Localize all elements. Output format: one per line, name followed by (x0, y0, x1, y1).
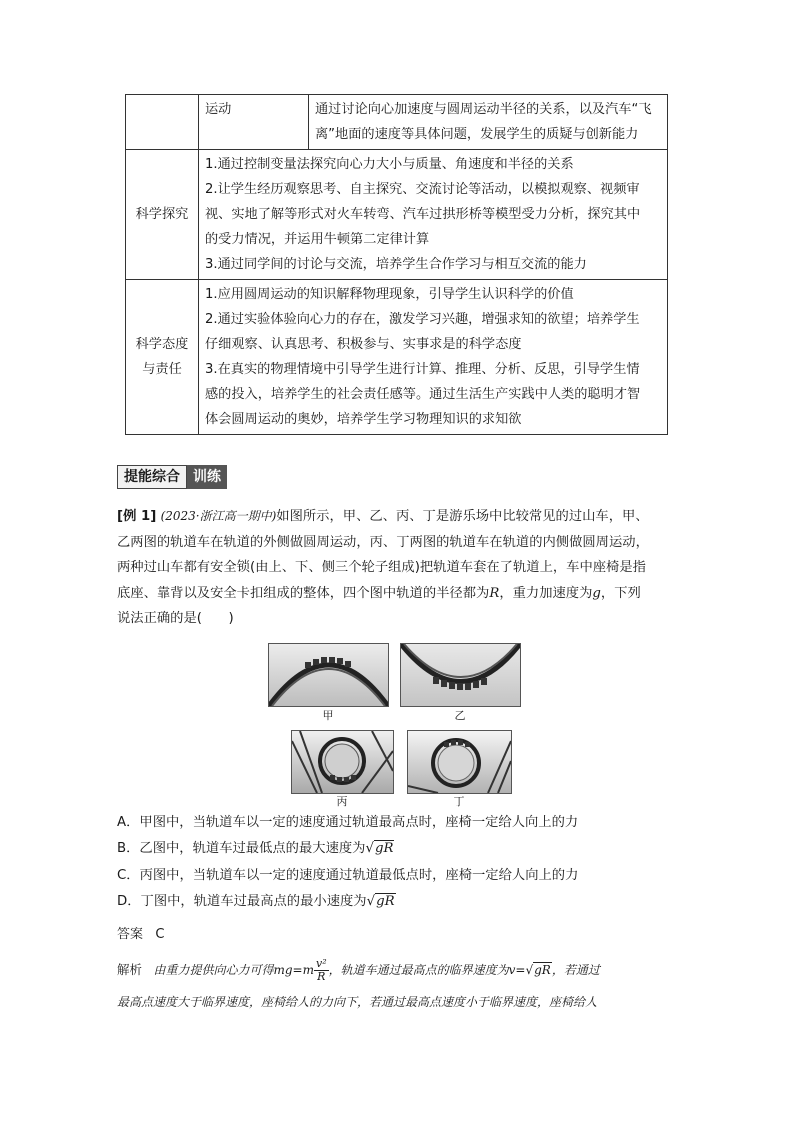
roller-coaster-photo-yi (400, 643, 521, 707)
caption-jia: 甲 (322, 709, 334, 722)
row-label-line: 与责任 (142, 362, 182, 377)
cell-line: 2.让学生经历观察思考、自主探究、交流讨论等活动，以模拟观察、视频审 (205, 182, 640, 197)
row-label (126, 280, 199, 435)
option-d-text: D．丁图中，轨道车过最高点的最小速度为 (117, 894, 367, 909)
analysis-text: 由重力提供向心力可得 (153, 963, 274, 977)
question-line: 两种过山车都有安全锁(由上、下、侧三个轮子组成)把轨道车套在了轨道上，车中座椅是指 (117, 560, 646, 575)
section-banner (117, 465, 227, 489)
sqrt-sign: √ (525, 963, 534, 977)
cell-line: 3.通过同学间的讨论与交流，培养学生合作学习与相互交流的能力 (205, 257, 587, 272)
answer-line (117, 923, 165, 942)
option-c: C．丙图中，当轨道车以一定的速度通过轨道最低点时，座椅一定给人向上的力 (117, 868, 579, 883)
banner-right: 训练 (187, 465, 227, 489)
question-text: ，下列 (600, 585, 641, 601)
option-b-text: B．乙图中，轨道车过最低点的最大速度为 (117, 841, 366, 856)
cell-line: 通过讨论向心加速度与圆周运动半径的关系，以及汽车“飞 (315, 102, 652, 117)
cell-line: 3.在真实的物理情境中引导学生进行计算、推理、分析、反思，引导学生情 (205, 362, 640, 377)
variable-g: g (592, 585, 601, 601)
caption-ding: 丁 (453, 795, 465, 808)
cell-line: 仔细观察、认真思考、积极参与、实事求是的科学态度 (205, 337, 522, 352)
fraction-denominator: R (317, 970, 326, 983)
question-text: ，重力加速度为 (499, 585, 593, 601)
table-row (126, 95, 668, 150)
caption-bing: 丙 (336, 795, 348, 808)
table-cell (309, 95, 668, 150)
teaching-goals-table (125, 94, 668, 435)
cell-line: 1.通过控制变量法探究向心力大小与质量、角速度和半径的关系 (205, 157, 574, 172)
option-b (117, 839, 394, 859)
row-label-line: 科学态度 (135, 337, 189, 352)
cell-line: 视、实地了解等形式对火车转弯、汽车过拱形桥等模型受力分析，探究其中 (205, 207, 641, 222)
sqrt-radicand: gR (376, 894, 395, 909)
cell-line: 离”地面的速度等具体问题，发展学生的质疑与创新能力 (315, 127, 639, 142)
example-question (117, 504, 682, 632)
table-row (126, 150, 668, 280)
roller-coaster-photo-ding (407, 730, 512, 794)
cell-line: 体会圆周运动的奥妙，培养学生学习物理知识的求知欲 (205, 412, 522, 427)
sqrt-sign: √ (366, 894, 376, 909)
table-cell (199, 150, 668, 280)
cell-line: 1.应用圆周运动的知识解释物理现象，引导学生认识科学的价值 (205, 287, 574, 302)
sqrt-radicand: gR (374, 841, 394, 856)
table-cell: 运动 (199, 95, 309, 150)
example-label: [例 1] (117, 509, 157, 524)
question-line: 乙两图的轨道车在轨道的外侧做圆周运动，丙、丁两图的轨道车在轨道的内侧做圆周运动， (117, 534, 649, 550)
question-line (117, 504, 682, 530)
table-row (126, 280, 668, 435)
sqrt-gR (365, 839, 394, 859)
coaster-valley-illustration (401, 644, 520, 706)
sqrt-gR (367, 892, 396, 912)
coaster-loop-illustration (292, 731, 393, 793)
cell-line: 2.通过实验体验向心力的存在，激发学习兴趣，增强求知的欲望；培养学生 (205, 312, 640, 327)
equation: mg=m (273, 963, 314, 977)
table-cell (126, 95, 199, 150)
analysis-text: ，若通过 (551, 963, 600, 977)
question-text: 底座、靠背以及安全卡扣组成的整体，四个图中轨道的半径都为 (117, 585, 490, 601)
question-text: 如图所示，甲、乙、丙、丁是游乐场中比较常见的过山车，甲、 (276, 509, 649, 524)
table-cell (199, 280, 668, 435)
analysis-block (117, 955, 682, 1010)
sqrt-gR (525, 955, 551, 985)
option-a: A．甲图中，当轨道车以一定的速度通过轨道最高点时，座椅一定给人向上的力 (117, 815, 579, 830)
fraction-v2-over-R (314, 958, 329, 983)
analysis-line (117, 955, 682, 985)
fraction-numerator: v² (315, 957, 327, 970)
roller-coaster-photo-bing (291, 730, 394, 794)
question-line: 说法正确的是( ) (117, 611, 234, 626)
coaster-crest-illustration (269, 644, 388, 706)
sqrt-sign: √ (365, 841, 374, 856)
answer-value: C (155, 927, 165, 942)
option-d (117, 892, 396, 912)
roller-coaster-photo-jia (268, 643, 389, 707)
analysis-line: 最高点速度大于临界速度，座椅给人的力向下，若通过最高点速度小于临界速度，座椅给人 (117, 995, 598, 1009)
cell-line: 感的投入，培养学生的社会责任感等。通过生活生产实践中人类的聪明才智 (205, 387, 641, 402)
banner-left: 提能综合 (117, 465, 187, 489)
equation: v= (508, 963, 526, 977)
sqrt-radicand: gR (534, 963, 551, 977)
answer-label: 答案 (117, 927, 144, 942)
coaster-loop-top-illustration (408, 731, 511, 793)
row-label: 科学探究 (126, 150, 199, 280)
caption-yi: 乙 (454, 709, 466, 722)
example-source: (2023·浙江高一期中) (160, 509, 277, 523)
cell-line: 的受力情况，并运用牛顿第二定律计算 (205, 232, 430, 247)
variable-R: R (489, 585, 500, 601)
question-line (117, 581, 682, 607)
analysis-label: 解析 (117, 962, 143, 977)
analysis-text: ，轨道车通过最高点的临界速度为 (328, 963, 509, 977)
